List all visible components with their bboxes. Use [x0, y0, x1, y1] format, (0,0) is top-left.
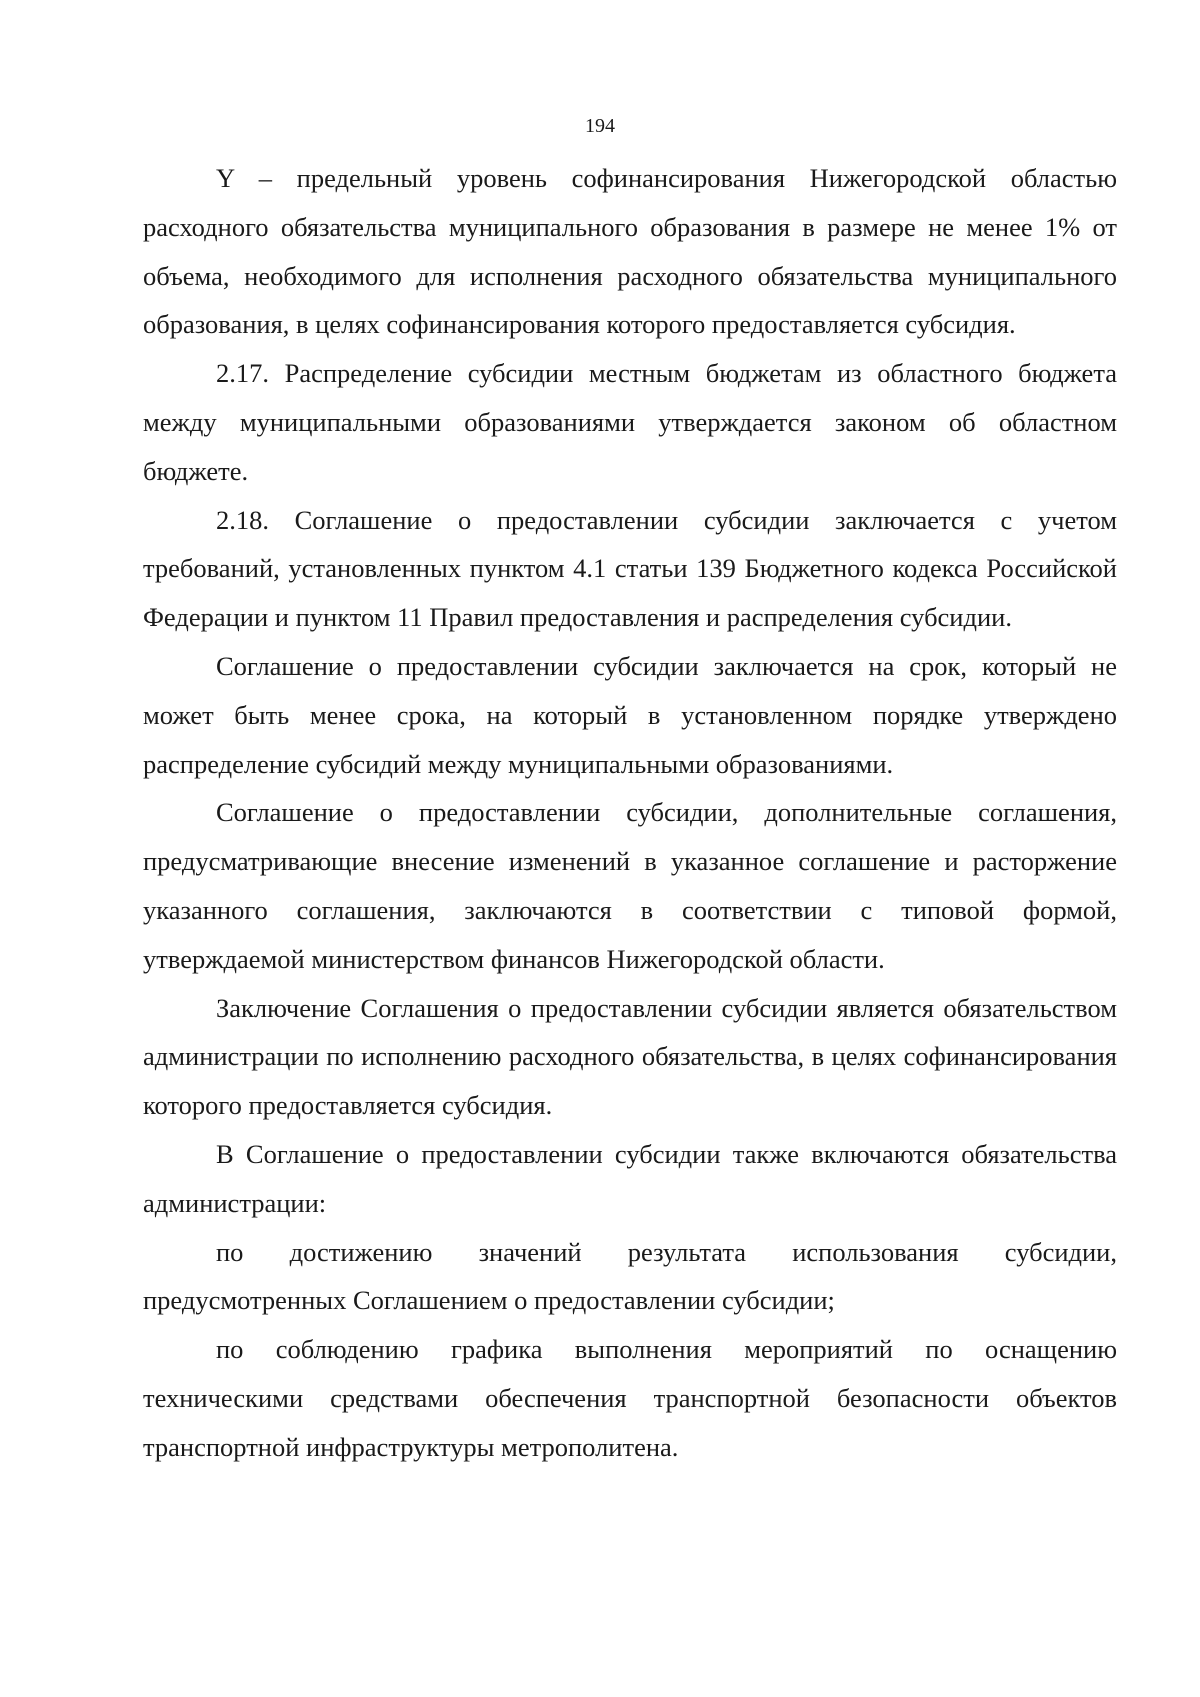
paragraph-2-17: 2.17. Распределение субсидии местным бюджетам из областного бюджета между муниципальными образованиями утверждается законом об областном бюджете. [143, 358, 1117, 486]
paragraph-y-definition: Y – предельный уровень софинансирования Нижегородской областью расходного обязательства муниципального образования в размере не менее 1% от объема, необходимого для исполнения расходного обязательства муниципального образования, в целях софинансирования которого предоставляется субсидия. [143, 163, 1117, 340]
paragraph-2-18: 2.18. Соглашение о предоставлении субсидии заключается с учетом требований, установленных пунктом 4.1 статьи 139 Бюджетного кодекса Российской Федерации и пунктом 11 Правил предоставления и распределения субсидии. [143, 504, 1117, 633]
paragraph-schedule-compliance: по соблюдению графика выполнения мероприятий по оснащению техническими средствами обеспечения транспортной безопасности объектов транспортной инфраструктуры метрополитена. [143, 1334, 1117, 1462]
paragraph-agreement-obligation: Заключение Соглашения о предоставлении субсидии является обязательством администрации по исполнению расходного обязательства, в целях софинансирования которого предоставляется субсидия. [143, 992, 1117, 1121]
page-number: 194 [585, 115, 615, 137]
paragraph-administration-obligations: В Соглашение о предоставлении субсидии также включаются обязательства администрации: [143, 1138, 1117, 1218]
paragraph-agreement-form: Соглашение о предоставлении субсидии, дополнительные соглашения, предусматривающие внесение изменений в указанное соглашение и расторжение указанного соглашения, заключаются в соответствии с типовой формой, утверждаемой министерством финансов Нижегородской области. [143, 797, 1117, 974]
paragraph-agreement-term: Соглашение о предоставлении субсидии заключается на срок, который не может быть менее срока, на который в установленном порядке утверждено распределение субсидий между муниципальными образованиями. [143, 650, 1117, 779]
paragraph-result-values: по достижению значений результата использования субсидии, предусмотренных Соглашением о предоставлении субсидии; [143, 1236, 1117, 1316]
document-body [143, 154, 1117, 1472]
